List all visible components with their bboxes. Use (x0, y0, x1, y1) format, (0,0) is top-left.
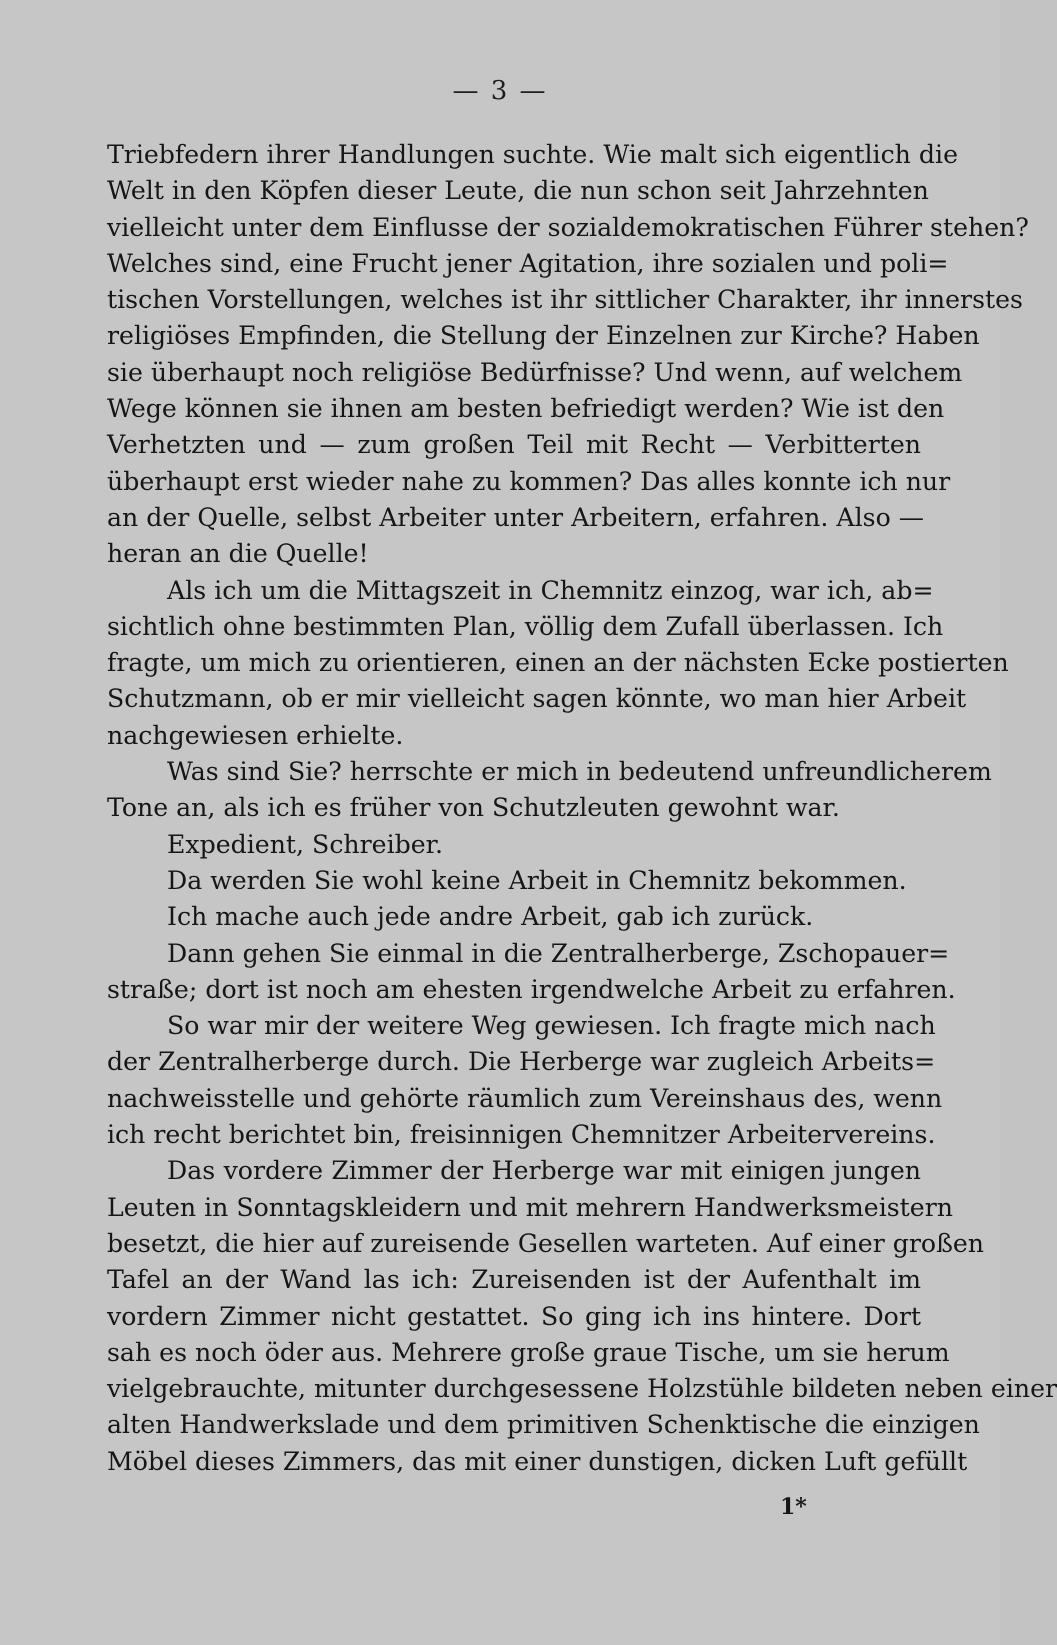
text-line: Tafel an der Wand las ich: Zureisenden ist der Aufenthalt im (107, 1265, 921, 1295)
text-line: nachweisstelle und gehörte räumlich zum Vereinshaus des, wenn (107, 1083, 943, 1113)
text-line: Als ich um die Mittagszeit in Chemnitz einzog, war ich, ab= (167, 575, 934, 605)
text-line: straße; dort ist noch am ehesten irgendwelche Arbeit zu erfahren. (107, 974, 956, 1004)
text-line: Da werden Sie wohl keine Arbeit in Chemnitz bekommen. (167, 865, 907, 895)
text-line: Ich mache auch jede andre Arbeit, gab ich zurück. (167, 902, 814, 932)
text-line: sichtlich ohne bestimmten Plan, völlig dem Zufall überlassen. Ich (107, 611, 944, 641)
text-line: tischen Vorstellungen, welches ist ihr sittlicher Charakter, ihr innerstes (107, 285, 1023, 315)
text-line: Wege können sie ihnen am besten befriedigt werden? Wie ist den (107, 394, 945, 424)
text-line: vielleicht unter dem Einflusse der sozialdemokratischen Führer stehen? (107, 212, 1029, 242)
text-line: nachgewiesen erhielte. (107, 720, 404, 750)
text-line: besetzt, die hier auf zureisende Gesellen warteten. Auf einer großen (107, 1228, 985, 1258)
text-line: So war mir der weitere Weg gewiesen. Ich fragte mich nach (167, 1011, 936, 1041)
text-line: Tone an, als ich es früher von Schutzleuten gewohnt war. (107, 793, 840, 823)
text-line: Schutzmann, ob er mir vielleicht sagen könnte, wo man hier Arbeit (107, 684, 967, 714)
text-line: heran an die Quelle! (107, 539, 369, 569)
printer-signature-mark: 1* (780, 1494, 807, 1520)
text-line: Expedient, Schreiber. (167, 829, 443, 859)
body-text (107, 137, 1057, 1480)
text-line: der Zentralherberge durch. Die Herberge war zugleich Arbeits= (107, 1047, 936, 1077)
text-line: religiöses Empfinden, die Stellung der Einzelnen zur Kirche? Haben (107, 321, 980, 351)
text-line: alten Handwerkslade und dem primitiven Schenktische die einzigen (107, 1410, 980, 1440)
text-line: überhaupt erst wieder nahe zu kommen? Das alles konnte ich nur (107, 466, 951, 496)
text-line: Verhetzten und — zum großen Teil mit Recht — Verbitterten (107, 430, 921, 460)
text-line: Triebfedern ihrer Handlungen suchte. Wie malt sich eigentlich die (107, 140, 959, 169)
text-line: Leuten in Sonntagskleidern und mit mehrern Handwerksmeistern (107, 1192, 953, 1222)
text-line: sah es noch öder aus. Mehrere große graue Tische, um sie herum (107, 1337, 950, 1367)
text-line: Das vordere Zimmer der Herberge war mit einigen jungen (167, 1156, 921, 1186)
text-line: ich recht berichtet bin, freisinnigen Chemnitzer Arbeitervereins. (107, 1120, 936, 1150)
page-number: — 3 — (452, 76, 548, 106)
text-line: Welt in den Köpfen dieser Leute, die nun schon seit Jahrzehnten (107, 176, 929, 206)
text-line: vordern Zimmer nicht gestattet. So ging ich ins hintere. Dort (107, 1301, 921, 1331)
text-line: Welches sind, eine Frucht jener Agitation, ihre sozialen und poli= (107, 248, 949, 278)
text-line: Möbel dieses Zimmers, das mit einer dunstigen, dicken Luft gefüllt (107, 1446, 968, 1476)
text-line: Dann gehen Sie einmal in die Zentralherberge, Zschopauer= (167, 938, 950, 968)
text-line: vielgebrauchte, mitunter durchgesessene Holzstühle bildeten neben einer (107, 1374, 1057, 1404)
text-line: Was sind Sie? herrschte er mich in bedeutend unfreundlicherem (167, 757, 992, 787)
text-line: sie überhaupt noch religiöse Bedürfnisse? Und wenn, auf welchem (107, 357, 963, 387)
text-line: an der Quelle, selbst Arbeiter unter Arbeitern, erfahren. Also — (107, 502, 924, 532)
text-line: fragte, um mich zu orientieren, einen an der nächsten Ecke postierten (107, 648, 1009, 678)
